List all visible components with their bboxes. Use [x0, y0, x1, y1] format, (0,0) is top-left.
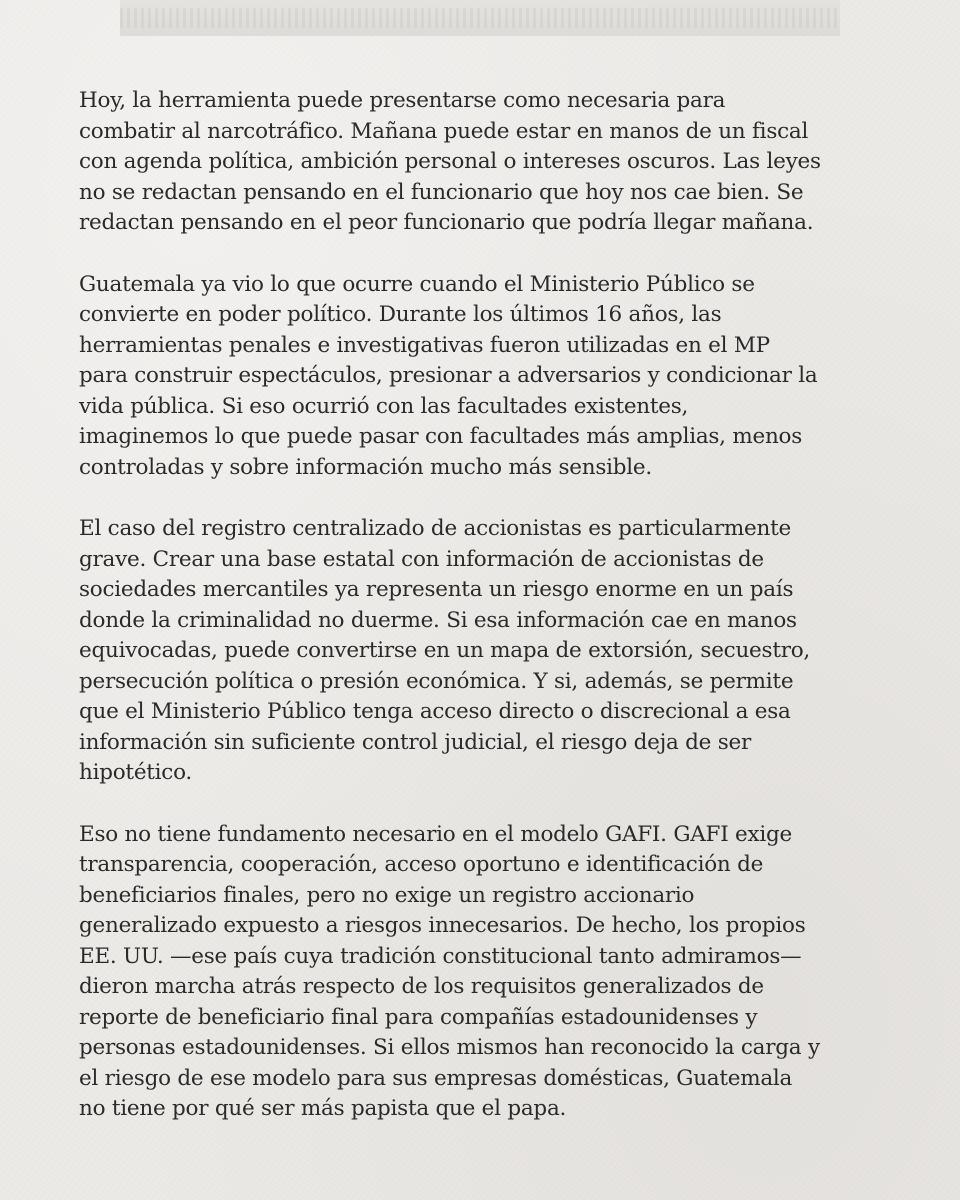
text-line: generalizado expuesto a riesgos innecesarios. De hecho, los propios [79, 913, 806, 938]
paragraph-1 [79, 86, 899, 239]
text-line: EE. UU. —ese país cuya tradición constitucional tanto admiramos— [79, 943, 802, 969]
text-line: herramientas penales e investigativas fueron utilizadas en el MP [79, 332, 770, 358]
text-line: para construir espectáculos, presionar a adversarios y condicionar la [79, 363, 818, 388]
text-line: no se redactan pensando en el funcionario que hoy nos cae bien. Se [79, 179, 804, 205]
article-body [79, 86, 899, 1156]
text-line: controladas y sobre información mucho más sensible. [79, 454, 652, 480]
text-line: donde la criminalidad no duerme. Si esa información cae en manos [79, 607, 797, 633]
text-line: combatir al narcotráfico. Mañana puede estar en manos de un fiscal [79, 118, 809, 144]
text-line: sociedades mercantiles ya representa un riesgo enorme en un país [79, 577, 794, 602]
text-line: Hoy, la herramienta puede presentarse como necesaria para [79, 88, 726, 113]
text-line: el riesgo de ese modelo para sus empresas domésticas, Guatemala [79, 1065, 793, 1091]
paragraph-4 [79, 820, 899, 1125]
text-line: persecución política o presión económica. Y si, además, se permite [79, 668, 794, 694]
text-line: convierte en poder político. Durante los últimos 16 años, las [79, 302, 722, 327]
top-paper-strip [120, 0, 840, 36]
paragraph-3 [79, 514, 899, 789]
text-line: información sin suficiente control judicial, el riesgo deja de ser [79, 729, 752, 755]
text-line: grave. Crear una base estatal con información de accionistas de [79, 546, 764, 572]
paragraph-2 [79, 270, 899, 484]
text-line: dieron marcha atrás respecto de los requisitos generalizados de [79, 974, 764, 999]
text-line: hipotético. [79, 760, 193, 785]
text-line: no tiene por qué ser más papista que el papa. [79, 1096, 567, 1121]
text-line: imaginemos lo que puede pasar con facultades más amplias, menos [79, 424, 803, 449]
text-line: equivocadas, puede convertirse en un mapa de extorsión, secuestro, [79, 638, 811, 663]
faded-header-text-texture [120, 8, 840, 28]
text-line: con agenda política, ambición personal o intereses oscuros. Las leyes [79, 149, 821, 174]
text-line: personas estadounidenses. Si ellos mismos han reconocido la carga y [79, 1035, 820, 1060]
text-line: redactan pensando en el peor funcionario que podría llegar mañana. [79, 210, 814, 235]
text-line: que el Ministerio Público tenga acceso directo o discrecional a esa [79, 699, 791, 724]
text-line: vida pública. Si eso ocurrió con las facultades existentes, [79, 393, 689, 419]
text-line: beneficiarios finales, pero no exige un registro accionario [79, 882, 695, 908]
text-line: transparencia, cooperación, acceso oportuno e identificación de [79, 852, 764, 877]
text-line: reporte de beneficiario final para compañías estadounidenses y [79, 1004, 758, 1030]
text-line: Eso no tiene fundamento necesario en el modelo GAFI. GAFI exige [79, 821, 793, 847]
text-line: Guatemala ya vio lo que ocurre cuando el Ministerio Público se [79, 271, 755, 297]
text-line: El caso del registro centralizado de accionistas es particularmente [79, 516, 791, 541]
